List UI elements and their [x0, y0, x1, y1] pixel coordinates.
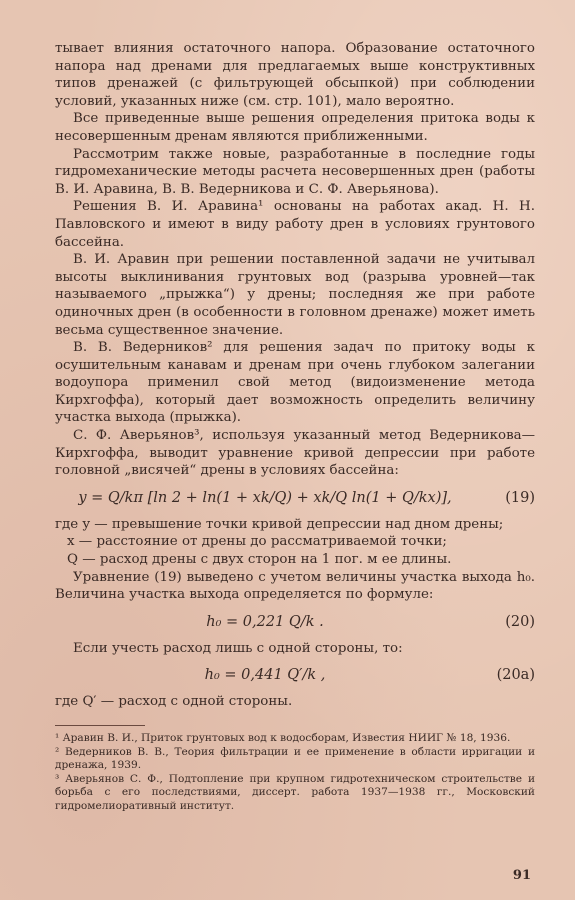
formula-20a [55, 667, 535, 683]
paragraph-one-side: Если учесть расход лишь с одной стороны, то: [73, 640, 403, 656]
paragraph-exit-section: Уравнение (19) выведено с учетом величины участка выхода h₀. Величина участка выхода определяется по формуле: [55, 569, 535, 603]
formula-20a-number: (20a) [496, 667, 535, 684]
paragraph-aravin: В. И. Аравин при решении поставленной задачи не учитывал высоты выклинивания грунтовых вод (разрыва уровней—так называемого „прыжка“) у дрены; последняя же при работе одиночных дрен (в особенности в головном дренаже) может иметь весьма существенное значение. [55, 252, 535, 338]
footnote-1: ¹ Аравин В. И., Приток грунтовых вод к водосборам, Известия НИИГ № 18, 1936. [55, 732, 511, 744]
formula-20a-expression: h₀ = 0,441 Q′/k , [204, 667, 326, 684]
paragraph-approximate: Все приведенные выше решения определения притока воды к несовершенным дренам являются приближенными. [55, 111, 535, 144]
formula-19-expression: y = Q/kπ [ln 2 + ln(1 + xk/Q) + xk/Q ln(1 + Q/kx)], [78, 489, 452, 506]
formula-19-definitions [55, 516, 535, 569]
paragraph-averyanov: С. Ф. Аверьянов³, используя указанный метод Ведерникова—Кирхгоффа, выводит уравнение кривой депрессии при работе головной „висячей“ дрены в условиях бассейна: [55, 428, 535, 479]
footnote-2: ² Ведерников В. В., Теория фильтрации и ее применение в области ирригации и дренажа, 1939. [55, 745, 535, 772]
paragraph-aravin-solutions: Решения В. И. Аравина¹ основаны на работах акад. Н. Н. Павловского и имеют в виду работу дрен в условиях грунтового бассейна. [55, 199, 535, 250]
formula-19 [55, 490, 535, 506]
formula-20 [55, 614, 535, 630]
paragraph-new-methods: Рассмотрим также новые, разработанные в последние годы гидромеханические методы расчета несовершенных дрен (работы В. И. Аравина, В. В. Ведерникова и С. Ф. Аверьянова). [55, 146, 535, 197]
paragraph-continuation: тывает влияния остаточного напора. Образование остаточного напора над дренами для предлагаемых выше конструктивных типов дренажей (с фильтрующей обсыпкой) при соблюдении условий, указанных ниже (см. стр. 101), мало вероятно. [55, 41, 535, 109]
definition-q-prime: где Q′ — расход с одной стороны. [55, 694, 293, 710]
formula-19-number: (19) [505, 489, 535, 506]
paragraph-vedernikov: В. В. Ведерников² для решения задач по притоку воды к осушительным канавам и дренам при очень глубоком залегании водоупора применил свой метод (видоизменение метода Кирхгоффа), который дает возможность определить величину участка выхода (прыжка). [55, 340, 535, 426]
definition-y: где y — превышение точки кривой депрессии над дном дрены; [55, 516, 504, 532]
footnote-3: ³ Аверьянов С. Ф., Подтопление при крупном гидротехническом строительстве и борьба с его последствиями, диссерт. работа 1937—1938 гг., Московский гидромелиоративный институт. [55, 772, 535, 812]
footnote-separator [55, 725, 145, 726]
definition-x: x — расстояние от дрены до рассматриваемой точки; [67, 534, 447, 550]
formula-20-expression: h₀ = 0,221 Q/k . [206, 613, 324, 630]
definition-q: Q — расход дрены с двух сторон на 1 пог. м ее длины. [67, 552, 452, 568]
formula-20-number: (20) [505, 613, 535, 630]
page-number: 91 [512, 868, 531, 883]
